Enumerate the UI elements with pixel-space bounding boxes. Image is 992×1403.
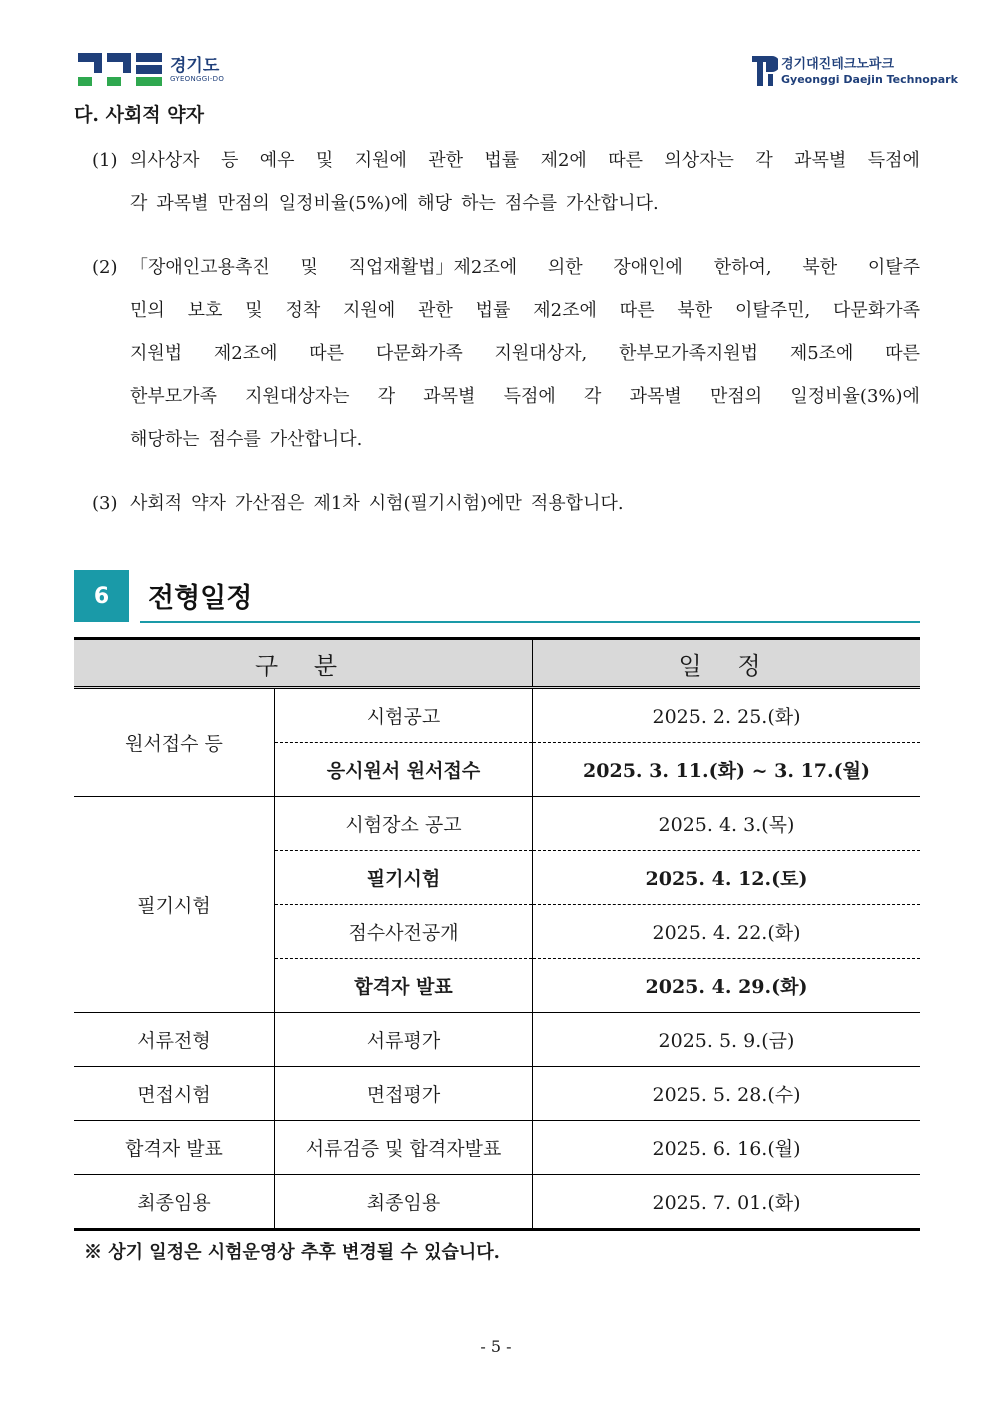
section-6-heading — [74, 570, 920, 624]
page-number: - 5 - — [480, 1337, 512, 1356]
date-cell: 2025. 2. 25.(화) — [533, 688, 921, 743]
category-cell: 최종임용 — [74, 1175, 275, 1230]
word: 보호 — [187, 300, 223, 321]
text-line — [130, 246, 920, 289]
date-cell: 2025. 3. 11.(화) ~ 3. 17.(월) — [533, 743, 921, 797]
step-cell: 면접평가 — [275, 1067, 533, 1121]
word: 의한 — [547, 257, 583, 278]
word: 한부모가족 — [130, 386, 217, 407]
word: 「장애인고용촉진 — [130, 257, 270, 278]
section-number-badge: 6 — [74, 570, 129, 622]
page-header — [0, 0, 992, 100]
word: 예우 — [259, 150, 295, 171]
category-cell: 서류전형 — [74, 1013, 275, 1067]
word: 각 — [755, 150, 773, 171]
step-cell: 점수사전공개 — [275, 905, 533, 959]
text-line — [130, 289, 920, 332]
text-line — [130, 418, 920, 461]
word: 각 — [584, 386, 602, 407]
word: 득점에 — [867, 150, 920, 171]
word: 해당 — [417, 193, 453, 214]
word: 적용합니다. — [530, 493, 624, 514]
table-row — [74, 797, 920, 851]
word: 의사상자 — [130, 150, 200, 171]
section-title-schedule: 전형일정 — [148, 583, 253, 614]
text-line — [130, 375, 920, 418]
word: 이탈주민, — [734, 300, 811, 321]
header-category: 구 분 — [74, 639, 533, 688]
technopark-logo-name: 경기대진테크노파크 — [781, 56, 895, 72]
word: 가산합니다. — [269, 429, 363, 450]
date-cell: 2025. 4. 3.(목) — [533, 797, 921, 851]
word: 해당하는 — [130, 429, 200, 450]
word: 가산점은 — [234, 493, 305, 514]
technopark-logo-mark-icon — [752, 54, 778, 88]
word: 지원에 — [354, 150, 407, 171]
header-date: 일 정 — [533, 639, 921, 688]
table-row — [74, 1067, 920, 1121]
date-cell: 2025. 6. 16.(월) — [533, 1121, 921, 1175]
word: 법률 — [475, 300, 511, 321]
text-line — [130, 139, 920, 182]
word: 따른 — [619, 300, 655, 321]
word: 관한 — [418, 300, 453, 321]
word: 시험(필기시험)에만 — [368, 493, 522, 514]
text-line — [130, 482, 920, 525]
word: 하는 — [461, 193, 496, 214]
item-number: (2) — [92, 257, 118, 278]
schedule-table — [74, 637, 920, 1231]
item-text — [130, 139, 920, 225]
text-line — [130, 182, 920, 225]
table-row — [74, 688, 920, 743]
word: 따른 — [309, 343, 345, 364]
word: 지원에 — [343, 300, 396, 321]
table-header-row — [74, 639, 920, 688]
word: 지원법 — [130, 343, 183, 364]
date-cell: 2025. 4. 22.(화) — [533, 905, 921, 959]
gyeonggi-logo — [78, 50, 224, 90]
word: 득점에 — [503, 386, 556, 407]
word: 및 — [245, 300, 263, 321]
word: 일정비율(5%)에 — [278, 193, 409, 214]
word: 지원대상자, — [494, 343, 588, 364]
category-cell: 원서접수 등 — [74, 688, 275, 797]
word: 가산합니다. — [566, 193, 659, 214]
word: 한하여, — [713, 257, 772, 278]
section-underline — [140, 621, 920, 623]
step-cell: 시험장소 공고 — [275, 797, 533, 851]
technopark-logo — [752, 52, 958, 90]
word: 및 — [315, 150, 334, 171]
word: 이탈주 — [867, 257, 920, 278]
word: 만점의 — [217, 193, 270, 214]
text-line — [130, 332, 920, 375]
word: 등 — [220, 150, 239, 171]
item-number: (1) — [92, 150, 118, 171]
word: 따른 — [608, 150, 643, 171]
step-cell: 필기시험 — [275, 851, 533, 905]
section-title-social-disadvantaged: 다. 사회적 약자 — [74, 104, 204, 126]
item-text — [130, 482, 920, 525]
technopark-logo-sub: Gyeonggi Daejin Technopark — [781, 72, 958, 86]
word: 각 — [377, 386, 396, 407]
word: 점수를 — [504, 193, 558, 214]
word: 북한 — [802, 257, 838, 278]
word: 일정비율(3%)에 — [790, 386, 920, 407]
step-cell: 최종임용 — [275, 1175, 533, 1230]
word: 지원대상자는 — [245, 386, 350, 407]
step-cell: 응시원서 원서접수 — [275, 743, 533, 797]
word: 제2조에 — [213, 343, 278, 364]
date-cell: 2025. 4. 29.(화) — [533, 959, 921, 1013]
word: 다문화가족 — [833, 300, 920, 321]
category-cell: 합격자 발표 — [74, 1121, 275, 1175]
item-text — [130, 246, 920, 461]
word: 따른 — [885, 343, 920, 364]
word: 만점의 — [710, 386, 763, 407]
date-cell: 2025. 4. 12.(토) — [533, 851, 921, 905]
table-row — [74, 1121, 920, 1175]
gyeonggi-logo-mark-icon — [78, 53, 164, 87]
step-cell: 합격자 발표 — [275, 959, 533, 1013]
table-row — [74, 1013, 920, 1067]
word: 약자 — [191, 493, 226, 514]
gyeonggi-logo-name: 경기도 — [170, 55, 220, 76]
word: 북한 — [677, 300, 713, 321]
word: 직업재활법」제2조에 — [348, 257, 518, 278]
step-cell: 서류검증 및 합격자발표 — [275, 1121, 533, 1175]
category-cell: 면접시험 — [74, 1067, 275, 1121]
word: 과목별 — [794, 150, 847, 171]
date-cell: 2025. 5. 9.(금) — [533, 1013, 921, 1067]
schedule-note: ※ 상기 일정은 시험운영상 추후 변경될 수 있습니다. — [84, 1242, 500, 1263]
date-cell: 2025. 5. 28.(수) — [533, 1067, 921, 1121]
word: 각 — [130, 193, 148, 214]
word: 과목별 — [423, 386, 476, 407]
word: 사회적 — [130, 493, 183, 514]
word: 제2에 — [540, 150, 587, 171]
word: 의상자는 — [664, 150, 734, 171]
step-cell: 시험공고 — [275, 688, 533, 743]
category-cell: 필기시험 — [74, 797, 275, 1013]
word: 과목별 — [629, 386, 682, 407]
item-number: (3) — [92, 493, 118, 514]
word: 및 — [300, 257, 318, 278]
word: 제1차 — [313, 493, 360, 514]
gyeonggi-logo-sub: GYEONGGI-DO — [170, 74, 225, 83]
word: 제2조에 — [533, 300, 597, 321]
word: 과목별 — [156, 193, 209, 214]
word: 한부모가족지원법 — [618, 343, 759, 364]
word: 다문화가족 — [375, 343, 463, 364]
table-row — [74, 1175, 920, 1230]
date-cell: 2025. 7. 01.(화) — [533, 1175, 921, 1230]
word: 관한 — [428, 150, 464, 171]
word: 법률 — [484, 150, 520, 171]
word: 민의 — [130, 300, 165, 321]
word: 제5조에 — [789, 343, 854, 364]
word: 정착 — [285, 300, 321, 321]
word: 장애인에 — [613, 257, 683, 278]
word: 점수를 — [208, 429, 261, 450]
step-cell: 서류평가 — [275, 1013, 533, 1067]
